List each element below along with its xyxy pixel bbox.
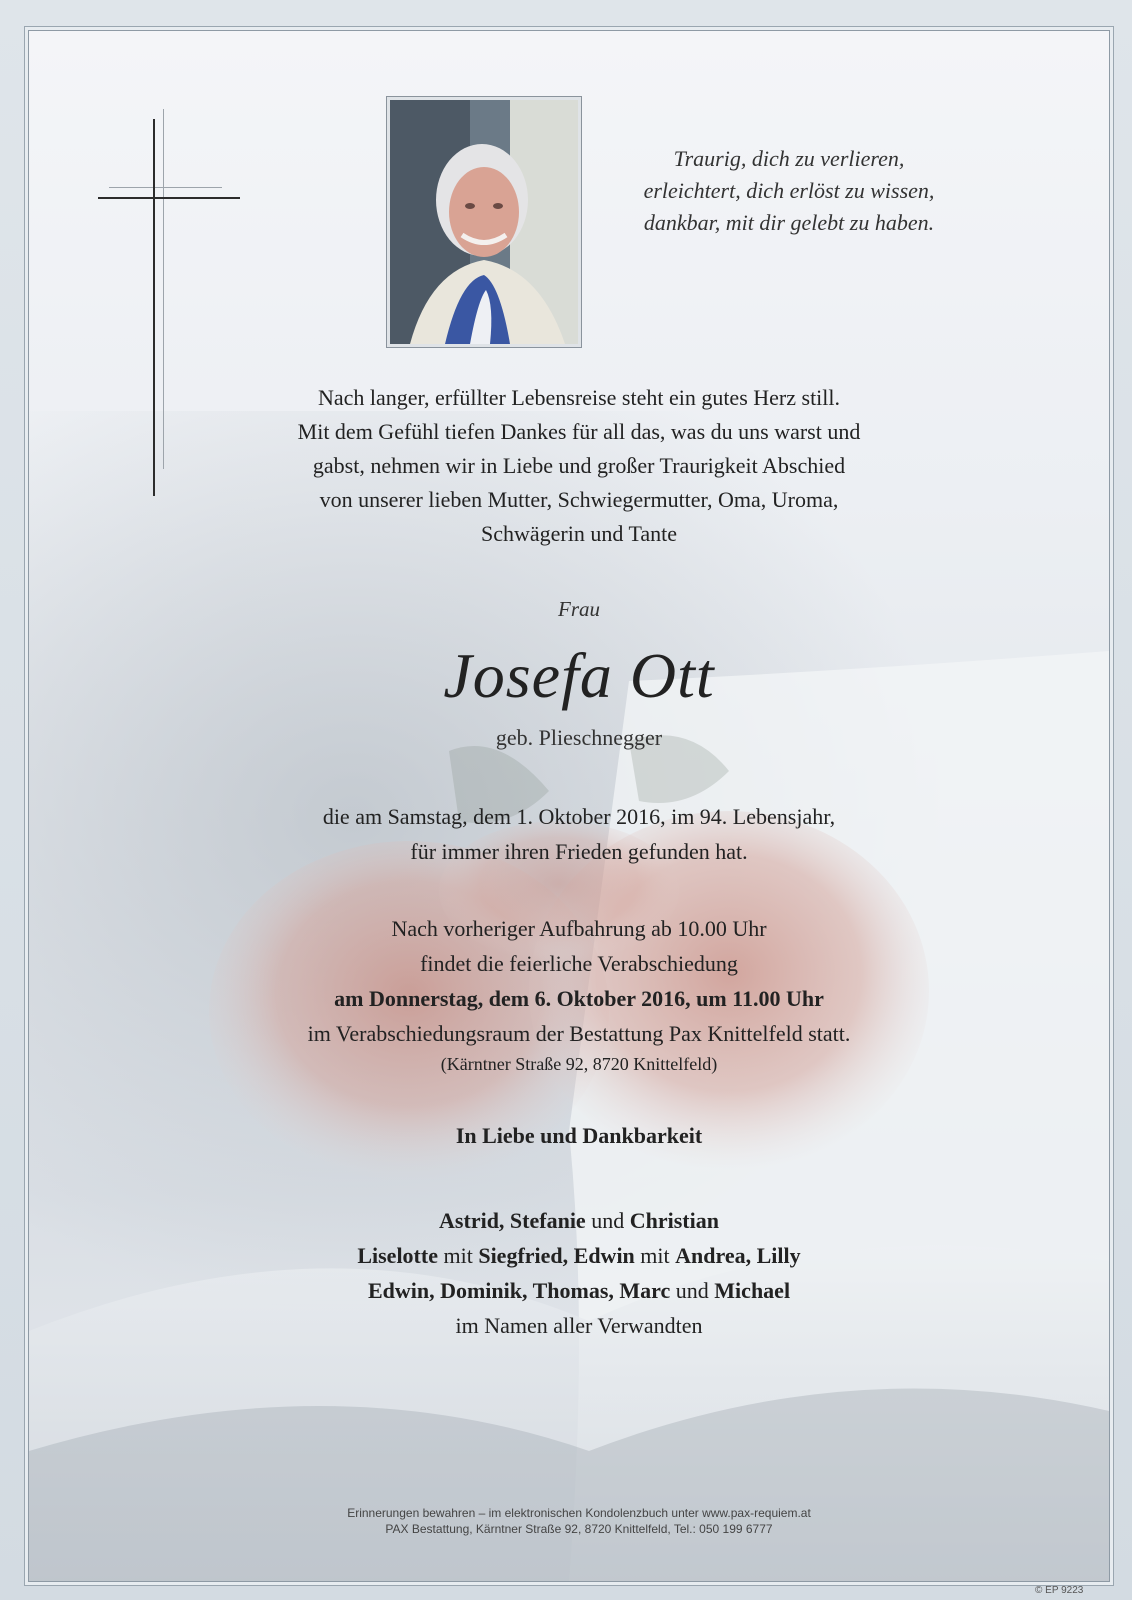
death-line: für immer ihren Frieden gefunden hat. bbox=[410, 839, 748, 864]
ceremony-date: am Donnerstag, dem 6. Oktober 2016, um 11.00 Uhr bbox=[334, 986, 824, 1011]
intro-line: Mit dem Gefühl tiefen Dankes für all das, was du uns warst und bbox=[297, 419, 861, 444]
poem bbox=[589, 143, 989, 239]
poem-line: erleichtert, dich erlöst zu wissen, bbox=[643, 178, 935, 203]
cross-bar bbox=[98, 197, 240, 199]
ceremony-line: findet die feierliche Verabschiedung bbox=[420, 951, 738, 976]
portrait-image bbox=[390, 100, 578, 344]
mourners-list bbox=[149, 1203, 1009, 1343]
mourners-line bbox=[149, 1273, 1009, 1308]
mourners-line bbox=[149, 1203, 1009, 1238]
mourner-names: Edwin, Dominik, Thomas, Marc bbox=[367, 1278, 671, 1303]
mourner-names: Christian bbox=[629, 1208, 719, 1233]
cross-shadow-horizontal bbox=[109, 187, 222, 188]
intro-text bbox=[149, 381, 1009, 551]
mourners-line bbox=[149, 1238, 1009, 1273]
intro-line: von unserer lieben Mutter, Schwiegermutter, Oma, Uroma, bbox=[319, 487, 839, 512]
connector: mit bbox=[634, 1243, 676, 1268]
honorific: Frau bbox=[558, 597, 600, 621]
intro-line: Schwägerin und Tante bbox=[480, 521, 677, 546]
connector: und bbox=[670, 1278, 715, 1303]
poem-line: dankbar, mit dir gelebt zu haben. bbox=[643, 210, 935, 235]
portrait-photo bbox=[386, 96, 582, 348]
mourner-names: Siegfried, Edwin bbox=[478, 1243, 635, 1268]
ceremony-line: Nach vorheriger Aufbahrung ab 10.00 Uhr bbox=[391, 916, 767, 941]
deceased-name: Josefa Ott bbox=[443, 640, 715, 711]
footer-company: PAX Bestattung, Kärntner Straße 92, 8720 Knittelfeld, Tel.: 050 199 6777 bbox=[385, 1522, 773, 1536]
footer bbox=[149, 1505, 1009, 1537]
connector: und bbox=[585, 1208, 630, 1233]
obituary-card bbox=[28, 30, 1110, 1582]
footer-condolence: Erinnerungen bewahren – im elektronischen Kondolenzbuch unter www.pax-requiem.at bbox=[347, 1506, 811, 1520]
ceremony-line: im Verabschiedungsraum der Bestattung Pax Knittelfeld statt. bbox=[307, 1021, 851, 1046]
ceremony-info bbox=[149, 911, 1009, 1077]
death-notice bbox=[149, 799, 1009, 869]
closing-phrase: In Liebe und Dankbarkeit bbox=[455, 1123, 703, 1148]
mourner-names: Andrea, Lilly bbox=[675, 1243, 801, 1268]
mourner-names: Liselotte bbox=[357, 1243, 438, 1268]
intro-line: Nach langer, erfüllter Lebensreise steht ein gutes Herz still. bbox=[317, 385, 841, 410]
birth-name: geb. Plieschnegger bbox=[495, 725, 663, 750]
mourner-names: Michael bbox=[714, 1278, 791, 1303]
death-line: die am Samstag, dem 1. Oktober 2016, im 94. Lebensjahr, bbox=[322, 804, 836, 829]
poem-line: Traurig, dich zu verlieren, bbox=[673, 146, 905, 171]
ceremony-address: (Kärntner Straße 92, 8720 Knittelfeld) bbox=[440, 1054, 718, 1074]
mourners-closing: im Namen aller Verwandten bbox=[455, 1313, 703, 1338]
mourner-names: Astrid, Stefanie bbox=[439, 1208, 586, 1233]
intro-line: gabst, nehmen wir in Liebe und großer Traurigkeit Abschied bbox=[312, 453, 846, 478]
copyright-code: © EP 9223 bbox=[1035, 1585, 1084, 1596]
connector: mit bbox=[437, 1243, 479, 1268]
